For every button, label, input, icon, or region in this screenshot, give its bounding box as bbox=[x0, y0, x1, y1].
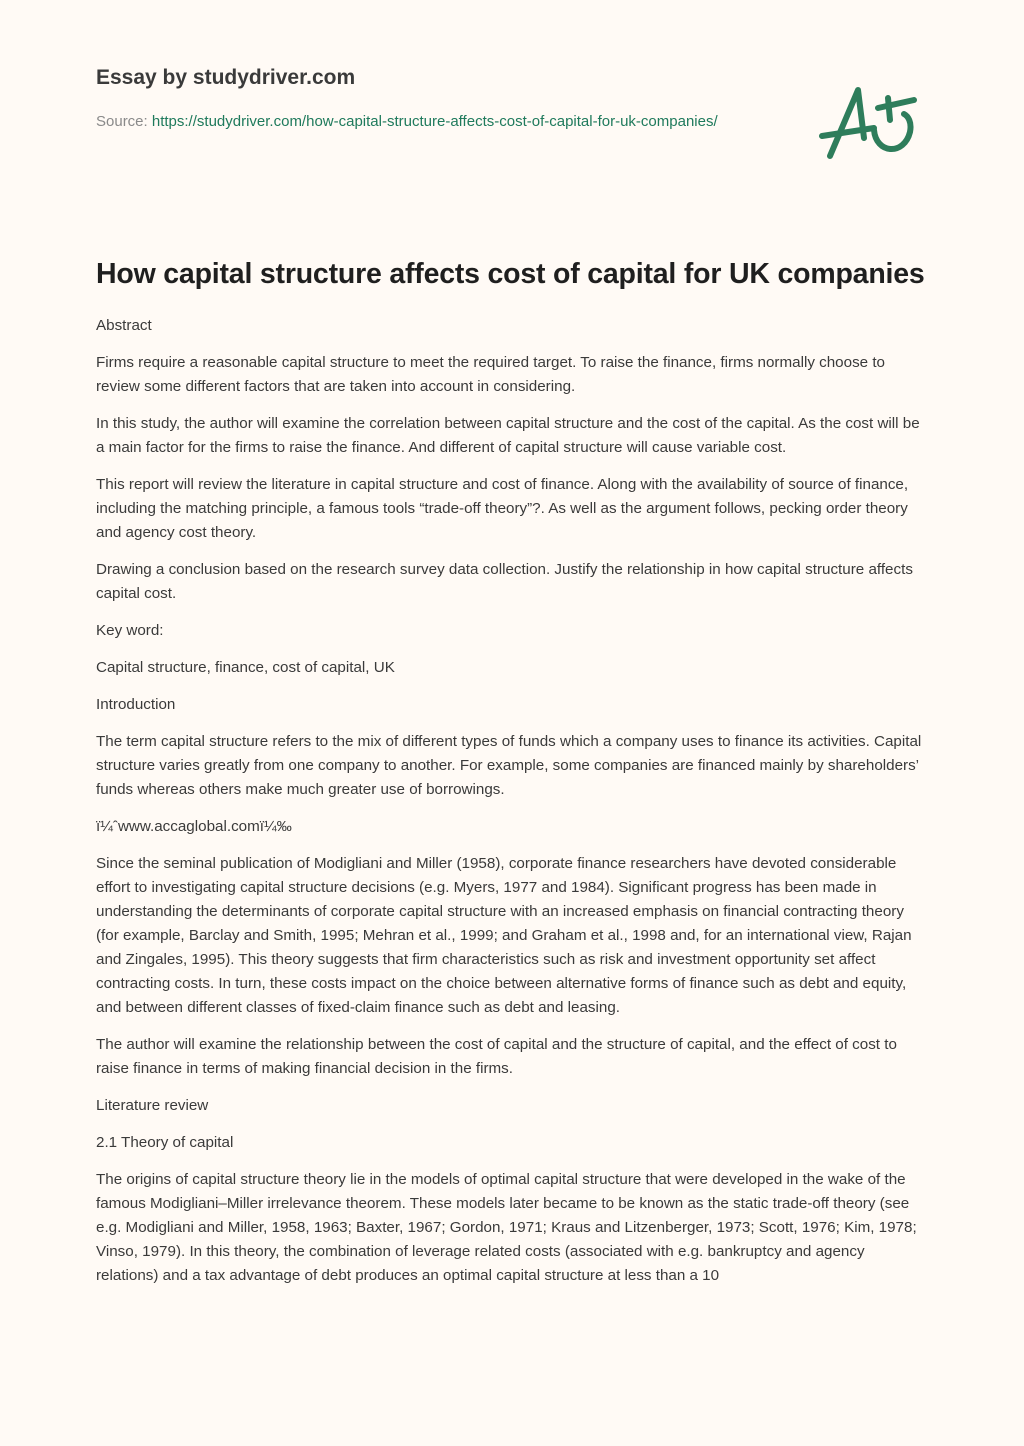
page-header bbox=[96, 62, 736, 134]
essay-title: How capital structure affects cost of capital for UK companies bbox=[96, 258, 925, 290]
section-heading-abstract: Abstract bbox=[96, 317, 152, 334]
paragraph: The term capital structure refers to the mix of different types of funds which a company uses to finance its activities. Capital structure varies greatly from one company to another. For example, some companies are financed mainly by shareholders’ funds whereas others make much greater use of borrowings. bbox=[96, 733, 922, 798]
source-link[interactable]: https://studydriver.com/how-capital-structure-affects-cost-of-capital-for-uk-companies/ bbox=[151, 113, 718, 130]
section-heading-keywords: Key word: bbox=[96, 622, 164, 639]
source-label: Source: bbox=[96, 113, 148, 130]
paragraph: Since the seminal publication of Modigliani and Miller (1958), corporate finance researchers have devoted considerable effort to investigating capital structure decisions (e.g. Myers, 1977 and 1984). Significant progress has been made in understanding the determinants of corporate capital structure with an increased emphasis on financial contracting theory (for example, Barclay and Smith, 1995; Mehran et al., 1999; and Graham et al., 1998 and, for an international view, Rajan and Zingales, 1995). This theory suggests that firm characteristics such as risk and investment opportunity set affect contracting costs. In turn, these costs impact on the choice between alternative forms of finance such as debt and equity, and between different classes of fixed-claim finance such as debt and leasing. bbox=[96, 855, 912, 1016]
citation: ï¼ˆwww.accaglobal.comï¼‰ bbox=[96, 818, 292, 835]
source-line bbox=[96, 110, 736, 134]
paragraph: This report will review the literature in capital structure and cost of finance. Along with the availability of source of finance, including the matching principle, a famous tools “trade-off theory”?. As well as the argument follows, pecking order theory and agency cost theory. bbox=[96, 476, 909, 541]
paragraph: The author will examine the relationship between the cost of capital and the structure of capital, and the effect of cost to raise finance in terms of making financial decision in the firms. bbox=[96, 1036, 897, 1077]
a-plus-grade-icon bbox=[818, 68, 928, 168]
paragraph: In this study, the author will examine the correlation between capital structure and the cost of the capital. As the cost will be a main factor for the firms to raise the finance. And different of capital structure will cause variable cost. bbox=[96, 415, 920, 456]
paragraph: The origins of capital structure theory lie in the models of optimal capital structure that were developed in the wake of the famous Modigliani–Miller irrelevance theorem. These models later became to be known as the static trade-off theory (see e.g. Modigliani and Miller, 1958, 1963; Baxter, 1967; Gordon, 1971; Kraus and Litzenberger, 1973; Scott, 1976; Kim, 1978; Vinso, 1979). In this theory, the combination of leverage related costs (associated with e.g. bankruptcy and agency relations) and a tax advantage of debt produces an optimal capital structure at less than a 10 bbox=[96, 1171, 917, 1284]
keywords: Capital structure, finance, cost of capital, UK bbox=[96, 659, 395, 676]
essay-content bbox=[96, 254, 930, 1301]
brand-title: Essay by studydriver.com bbox=[96, 66, 356, 89]
paragraph: Drawing a conclusion based on the research survey data collection. Justify the relationship in how capital structure affects capital cost. bbox=[96, 561, 913, 602]
subsection-heading-theory-of-capital: 2.1 Theory of capital bbox=[96, 1134, 234, 1151]
section-heading-introduction: Introduction bbox=[96, 696, 176, 713]
section-heading-literature-review: Literature review bbox=[96, 1097, 209, 1114]
paragraph: Firms require a reasonable capital structure to meet the required target. To raise the finance, firms normally choose to review some different factors that are taken into account in considering. bbox=[96, 354, 885, 395]
